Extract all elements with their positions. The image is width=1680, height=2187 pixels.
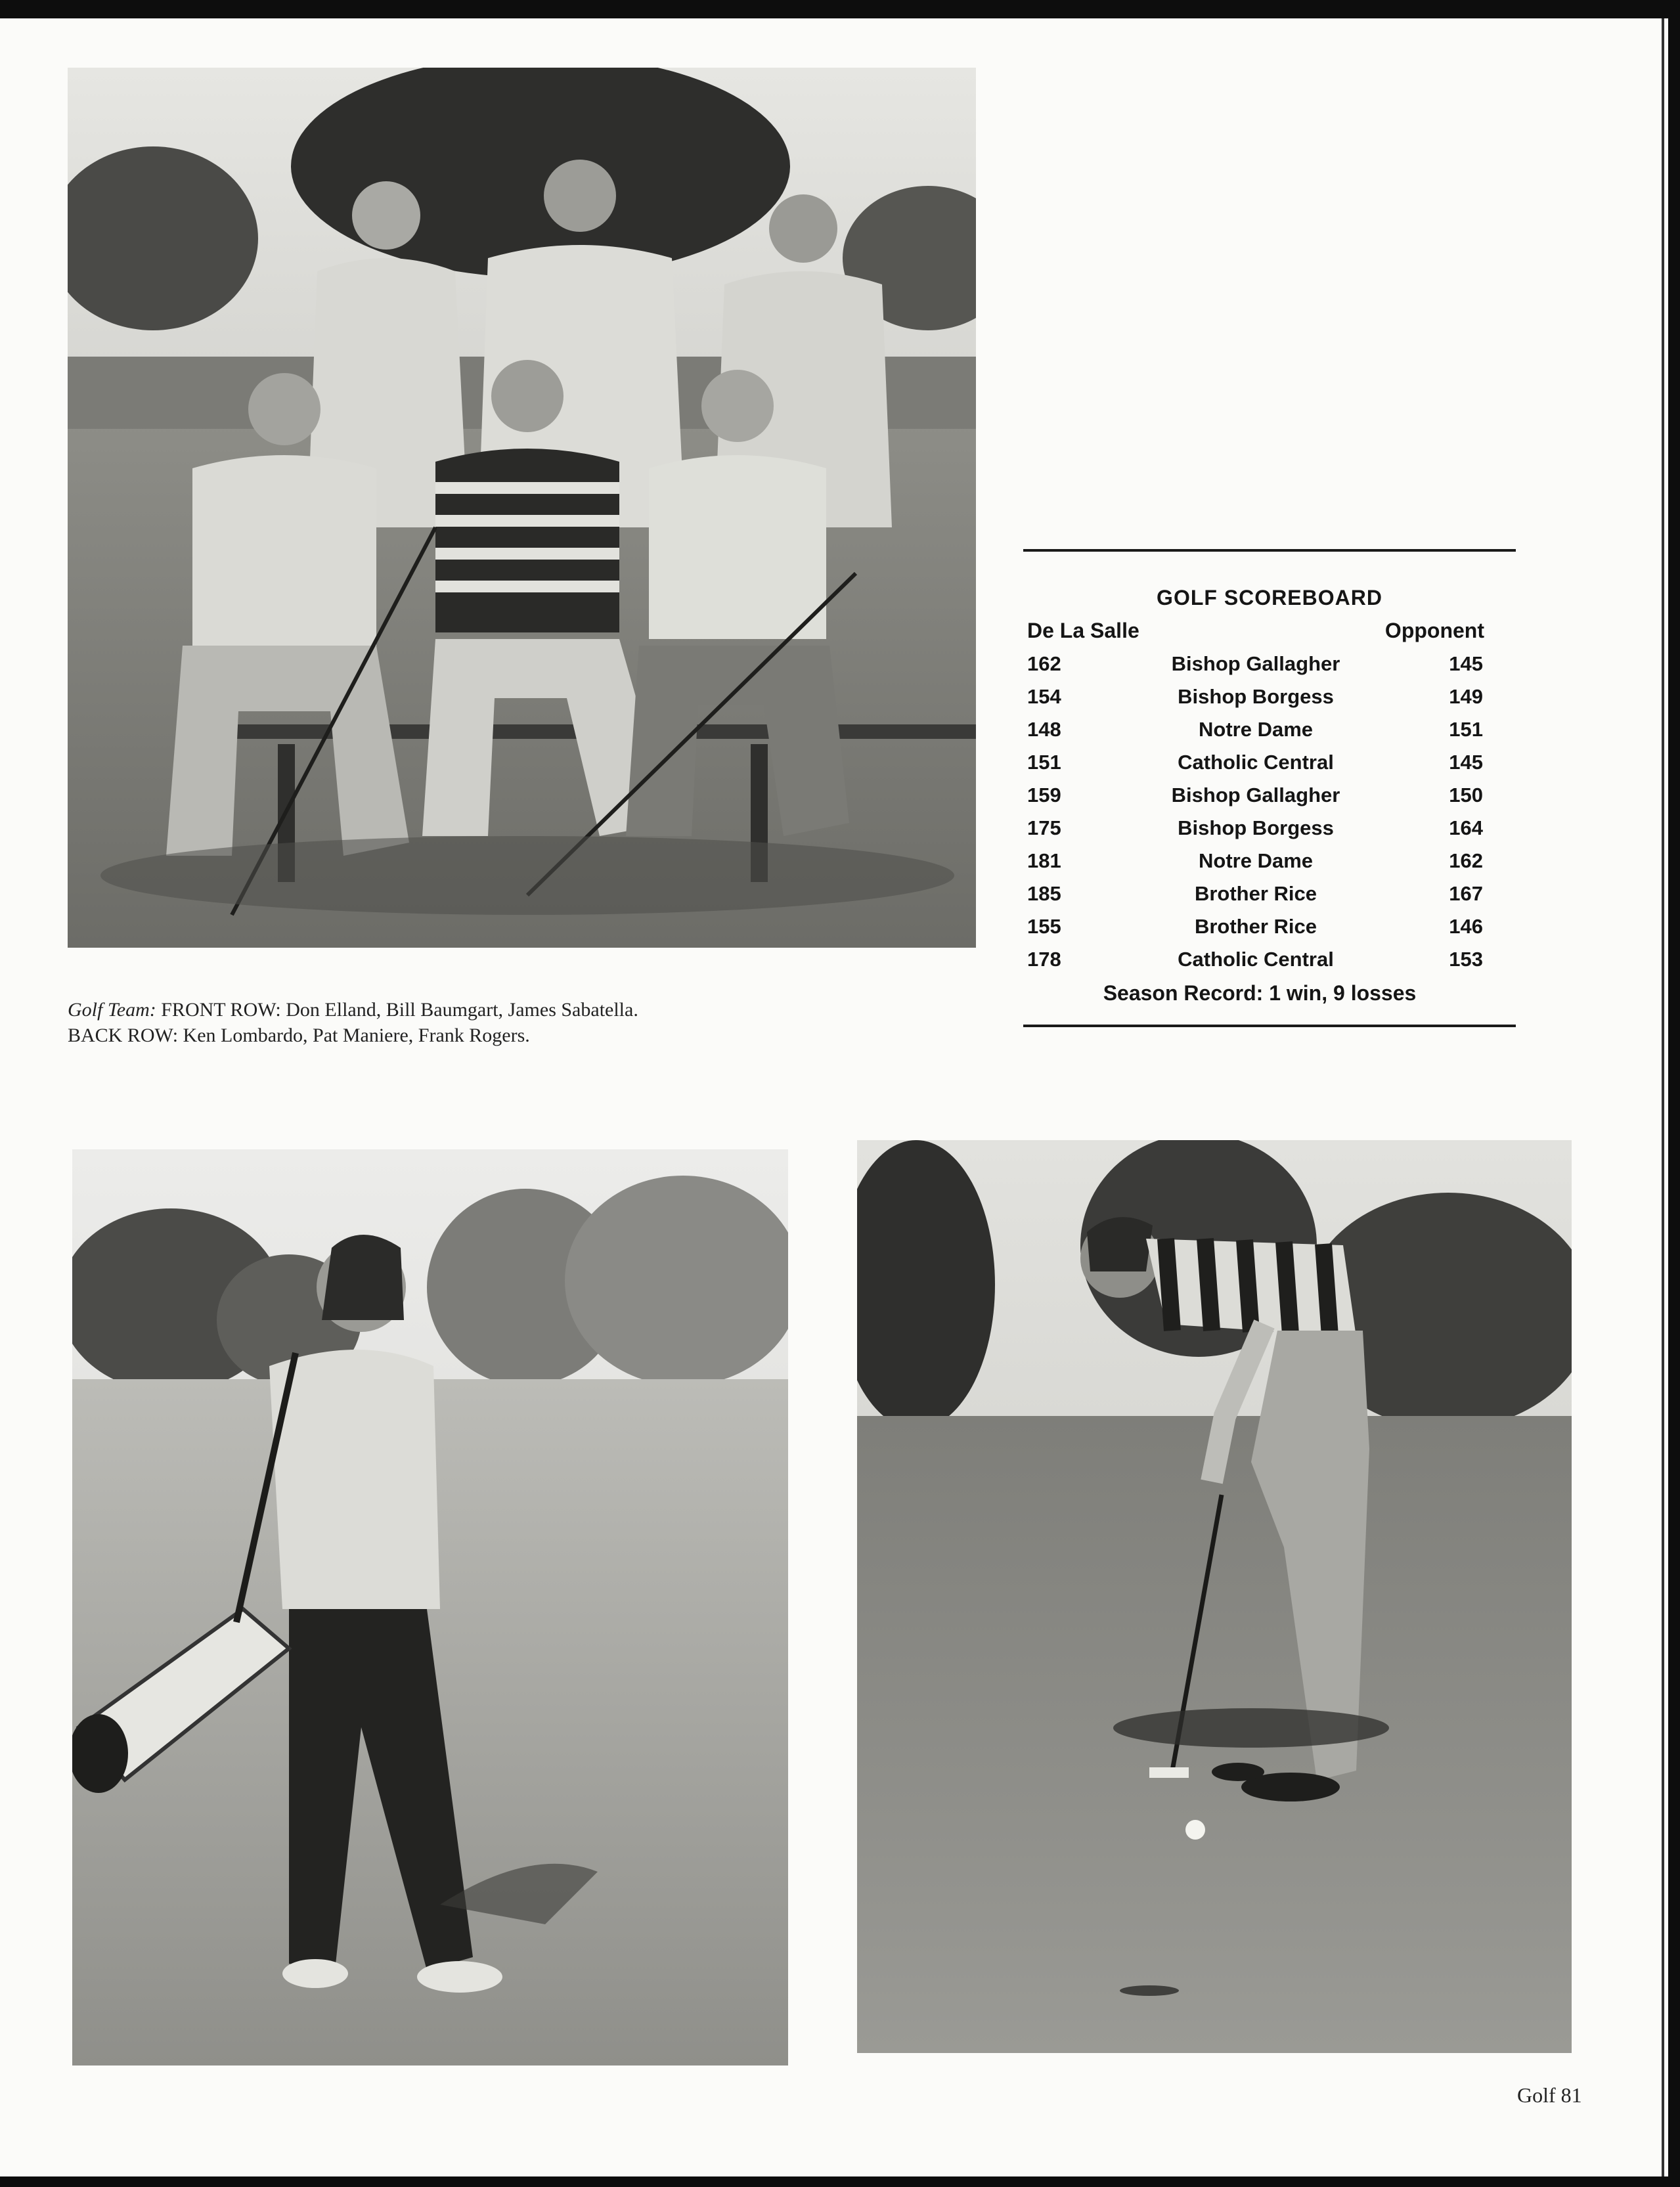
scoreboard-header — [1023, 613, 1516, 648]
score-row — [1023, 910, 1516, 943]
opponent-score: 162 — [1449, 849, 1483, 872]
home-score: 175 — [1027, 816, 1061, 839]
team-photo — [68, 68, 976, 948]
score-row — [1023, 812, 1516, 845]
score-row — [1023, 713, 1516, 746]
home-score: 154 — [1027, 685, 1061, 708]
opponent-name: Brother Rice — [1194, 882, 1317, 905]
home-score: 162 — [1027, 652, 1061, 675]
scoreboard-title: GOLF SCOREBOARD — [1157, 586, 1382, 609]
opponent-score: 146 — [1449, 915, 1483, 938]
golf-scoreboard — [1023, 549, 1516, 1027]
caption-lead: Golf Team: — [68, 999, 156, 1021]
score-row — [1023, 648, 1516, 680]
header-home: De La Salle — [1027, 619, 1139, 642]
opponent-score: 153 — [1449, 948, 1483, 971]
opponent-name: Notre Dame — [1199, 718, 1313, 741]
golfer-putting-photo — [857, 1140, 1572, 2053]
team-caption — [68, 997, 987, 1048]
scoreboard-top-rule — [1023, 549, 1516, 552]
opponent-name: Brother Rice — [1194, 915, 1317, 938]
score-row — [1023, 746, 1516, 779]
opponent-score: 150 — [1449, 784, 1483, 806]
season-record: Season Record: 1 win, 9 losses — [1103, 981, 1417, 1005]
opponent-name: Bishop Gallagher — [1171, 652, 1340, 675]
home-score: 181 — [1027, 849, 1061, 872]
opponent-name: Bishop Borgess — [1178, 816, 1334, 839]
score-row — [1023, 943, 1516, 976]
opponent-score: 164 — [1449, 816, 1483, 839]
score-row — [1023, 877, 1516, 910]
opponent-score: 151 — [1449, 718, 1483, 741]
opponent-name: Catholic Central — [1178, 948, 1334, 971]
home-score: 151 — [1027, 751, 1061, 774]
home-score: 159 — [1027, 784, 1061, 806]
opponent-score: 149 — [1449, 685, 1483, 708]
caption-back-row: BACK ROW: Ken Lombardo, Pat Maniere, Frank Rogers. — [68, 1025, 530, 1046]
home-score: 148 — [1027, 718, 1061, 741]
scoreboard-bottom-rule — [1023, 1025, 1516, 1027]
opponent-name: Bishop Borgess — [1178, 685, 1334, 708]
home-score: 155 — [1027, 915, 1061, 938]
header-opponent: Opponent — [1384, 619, 1484, 642]
scoreboard-rows — [1023, 648, 1516, 976]
golfer-walking-photo — [72, 1149, 788, 2066]
opponent-score: 145 — [1449, 751, 1483, 774]
page-edge-rule — [1662, 18, 1664, 2176]
opponent-score: 145 — [1449, 652, 1483, 675]
caption-front-row: FRONT ROW: Don Elland, Bill Baumgart, James Sabatella. — [161, 999, 638, 1021]
opponent-name: Catholic Central — [1178, 751, 1334, 774]
opponent-name: Bishop Gallagher — [1171, 784, 1340, 806]
home-score: 185 — [1027, 882, 1061, 905]
home-score: 178 — [1027, 948, 1061, 971]
opponent-score: 167 — [1449, 882, 1483, 905]
score-row — [1023, 845, 1516, 877]
opponent-name: Notre Dame — [1199, 849, 1313, 872]
score-row — [1023, 779, 1516, 812]
page-folio: Golf 81 — [1517, 2083, 1582, 2107]
score-row — [1023, 680, 1516, 713]
